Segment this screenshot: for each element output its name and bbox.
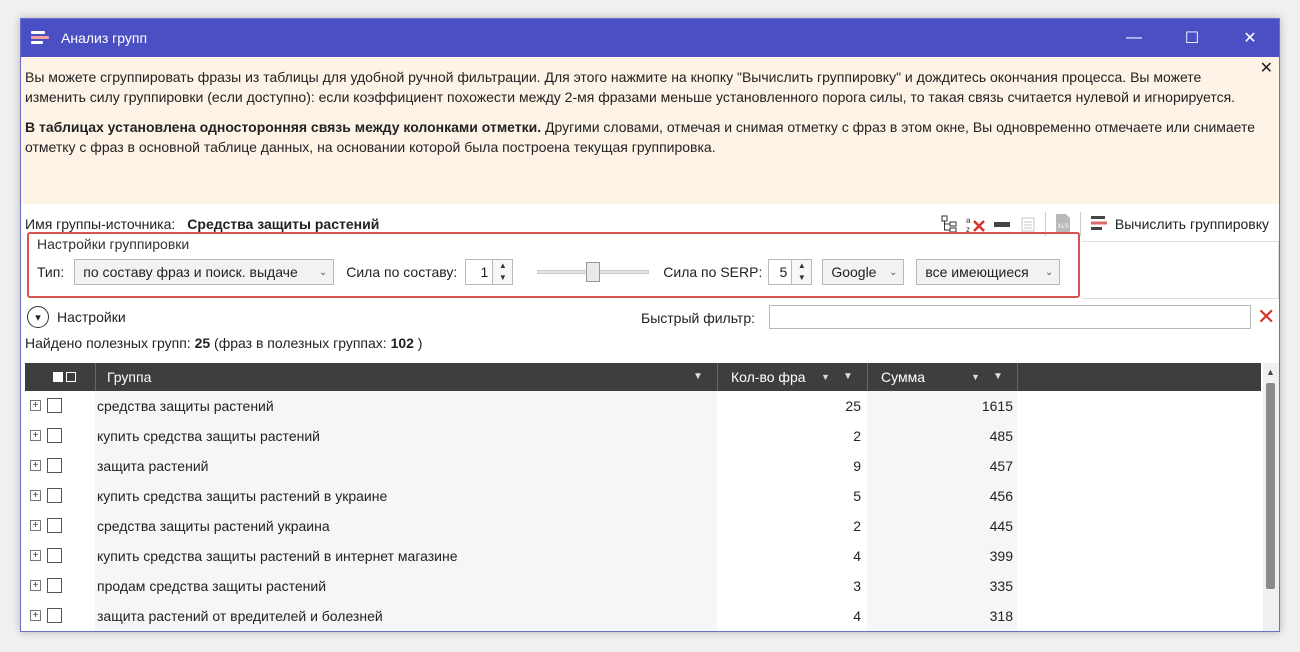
settings-extension-panel (1082, 241, 1279, 299)
search-engine-select[interactable] (822, 259, 904, 285)
clear-filter-icon[interactable]: ✕ (1257, 304, 1276, 329)
toolbar-separator (1080, 212, 1081, 236)
row-group-name: купить средства защиты растений в интернет магазине (95, 541, 717, 571)
expand-row-icon[interactable]: + (30, 520, 41, 531)
row-checkbox[interactable] (47, 398, 62, 413)
row-sum: 399 (867, 541, 1017, 571)
row-count: 3 (717, 571, 867, 601)
row-checkbox[interactable] (47, 428, 62, 443)
row-sum: 1615 (867, 391, 1017, 421)
filter-icon[interactable]: ▼ (843, 371, 853, 382)
type-select[interactable] (74, 259, 334, 285)
quick-filter-input[interactable] (769, 305, 1251, 329)
column-separator (95, 363, 96, 391)
row-group-name: защита растений (95, 451, 717, 481)
row-sum: 456 (867, 481, 1017, 511)
grouping-settings-panel (27, 232, 1080, 298)
scope-select[interactable] (916, 259, 1060, 285)
filter-icon[interactable]: ▼ (693, 371, 703, 382)
table-row[interactable] (25, 421, 1261, 451)
info-bold-text: В таблицах установлена односторонняя связь между колонками отметки. (25, 119, 542, 135)
grouping-settings-row (37, 258, 1060, 286)
row-sum: 485 (867, 421, 1017, 451)
calculate-icon (1089, 213, 1109, 236)
row-count: 25 (717, 391, 867, 421)
scroll-up-icon[interactable]: ▲ (1266, 367, 1275, 377)
app-icon (31, 30, 49, 46)
row-count: 2 (717, 421, 867, 451)
column-header-group[interactable]: Группа (107, 369, 152, 385)
expand-row-icon[interactable]: + (30, 400, 41, 411)
info-panel (21, 57, 1279, 204)
sort-desc-icon[interactable]: ▼ (971, 372, 980, 382)
row-sum: 445 (867, 511, 1017, 541)
row-count: 4 (717, 541, 867, 571)
found-summary (25, 335, 422, 351)
table-row[interactable] (25, 541, 1261, 571)
expand-row-icon[interactable]: + (30, 580, 41, 591)
column-separator (1017, 363, 1018, 391)
chevron-down-icon: ⌄ (318, 266, 328, 278)
group-analysis-window (20, 18, 1280, 632)
maximize-button[interactable]: ☐ (1184, 30, 1200, 47)
filter-icon[interactable]: ▼ (993, 371, 1003, 382)
svg-text:z: z (965, 225, 970, 234)
expand-row-icon[interactable]: + (30, 550, 41, 561)
row-group-name: средства защиты растений (95, 391, 717, 421)
window-title: Анализ групп (61, 30, 148, 46)
strength-spinner[interactable] (465, 259, 513, 285)
found-middle: (фраз в полезных группах: (210, 335, 391, 351)
table-header (25, 363, 1261, 391)
row-group-name: защита растений от вредителей и болезней (95, 601, 717, 631)
row-count: 2 (717, 511, 867, 541)
scrollbar-thumb[interactable] (1266, 383, 1275, 589)
table-row[interactable] (25, 601, 1261, 631)
found-suffix: ) (413, 335, 423, 351)
expand-row-icon[interactable]: + (30, 460, 41, 471)
svg-text:XLS: XLS (1057, 224, 1069, 230)
strength-slider[interactable] (537, 259, 649, 285)
info-paragraph-2 (25, 117, 1275, 157)
column-separator (717, 363, 718, 391)
info-paragraph-1: Вы можете сгруппировать фразы из таблицы для удобной ручной фильтрации. Для этого нажмите на кнопку "Вычислить группировку" и дождитесь окончания процесса. Вы можете изменить силу группировки (если доступно): если коэффициент похожести между 2-мя фразами меньше установленного порога силы, то такая связь считается нулевой и игнорируется. (25, 69, 1236, 105)
row-group-name: продам средства защиты растений (95, 571, 717, 601)
calculate-grouping-button[interactable] (1089, 213, 1269, 236)
search-engine-value: Google (831, 264, 877, 280)
row-checkbox[interactable] (47, 608, 62, 623)
sort-desc-icon[interactable]: ▼ (821, 372, 830, 382)
type-label: Тип: (37, 264, 65, 280)
table-row[interactable] (25, 571, 1261, 601)
serp-spinner[interactable] (768, 259, 812, 285)
row-group-name: средства защиты растений украина (95, 511, 717, 541)
scope-value: все имеющиеся (925, 264, 1029, 280)
slider-thumb[interactable] (586, 262, 600, 282)
groups-table (25, 363, 1261, 632)
table-row[interactable] (25, 481, 1261, 511)
uncheck-all-icon[interactable] (66, 372, 76, 382)
expand-row-icon[interactable]: + (30, 610, 41, 621)
column-header-sum[interactable]: Сумма (881, 369, 925, 385)
row-checkbox[interactable] (47, 578, 62, 593)
calculate-grouping-label: Вычислить группировку (1114, 216, 1269, 232)
row-count: 4 (717, 601, 867, 631)
row-sum: 335 (867, 571, 1017, 601)
type-select-value: по составу фраз и поиск. выдаче (83, 264, 298, 280)
minimize-button[interactable]: — (1126, 29, 1142, 46)
quick-filter-label: Быстрый фильтр: (641, 310, 756, 326)
row-checkbox[interactable] (47, 518, 62, 533)
row-checkbox[interactable] (47, 458, 62, 473)
check-all-icon[interactable] (53, 372, 63, 382)
expand-row-icon[interactable]: + (30, 430, 41, 441)
row-count: 9 (717, 451, 867, 481)
expand-row-icon[interactable]: + (30, 490, 41, 501)
row-checkbox[interactable] (47, 548, 62, 563)
strength-label: Сила по составу: (346, 264, 458, 280)
source-label: Имя группы-источника: (25, 216, 176, 232)
serp-label: Сила по SERP: (663, 264, 763, 280)
spin-down-icon[interactable]: ▼ (797, 273, 806, 282)
found-groups-count: 25 (194, 335, 211, 351)
vertical-scrollbar[interactable] (1263, 363, 1279, 632)
spin-up-icon[interactable]: ▲ (498, 261, 507, 270)
chevron-down-icon: ⌄ (888, 266, 898, 278)
row-group-name: купить средства защиты растений в украине (95, 481, 717, 511)
serp-spinner-buttons (792, 259, 812, 285)
row-count: 5 (717, 481, 867, 511)
table-row[interactable] (25, 451, 1261, 481)
serp-value[interactable]: 5 (768, 259, 792, 285)
chevron-down-icon: ⌄ (1044, 266, 1054, 278)
settings-toggle[interactable] (27, 306, 126, 328)
settings-toggle-label: Настройки (57, 309, 126, 325)
spin-up-icon[interactable]: ▲ (797, 261, 806, 270)
filter-row (21, 303, 1280, 333)
column-header-count[interactable]: Кол-во фра (731, 369, 806, 385)
source-value: Средства защиты растений (187, 216, 380, 232)
title-bar (21, 19, 1279, 57)
row-checkbox[interactable] (47, 488, 62, 503)
info-rest-text: Другими словами, отмечая и снимая отметку с фраз в этом окне, Вы одновременно отмечаете или снимаете отметку с фраз в основной таблице данных, на основании которой была построена текущая группировка. (25, 119, 1256, 155)
row-group-name: купить средства защиты растений (95, 421, 717, 451)
chevron-down-circle-icon: ▾ (27, 306, 49, 328)
close-button[interactable]: ✕ (1243, 30, 1257, 47)
svg-text:a: a (965, 216, 971, 225)
table-row[interactable] (25, 511, 1261, 541)
row-sum: 318 (867, 601, 1017, 631)
found-prefix: Найдено полезных групп: (25, 335, 195, 351)
table-row[interactable] (25, 391, 1261, 421)
header-check-toggles[interactable] (53, 363, 79, 391)
strength-value[interactable]: 1 (465, 259, 493, 285)
column-separator (867, 363, 868, 391)
strength-spinner-buttons (493, 259, 513, 285)
row-sum: 457 (867, 451, 1017, 481)
found-phrases-count: 102 (390, 335, 414, 351)
grouping-settings-legend: Настройки группировки (37, 236, 190, 252)
spin-down-icon[interactable]: ▼ (498, 273, 507, 282)
info-close-button[interactable]: ✕ (1259, 60, 1273, 77)
